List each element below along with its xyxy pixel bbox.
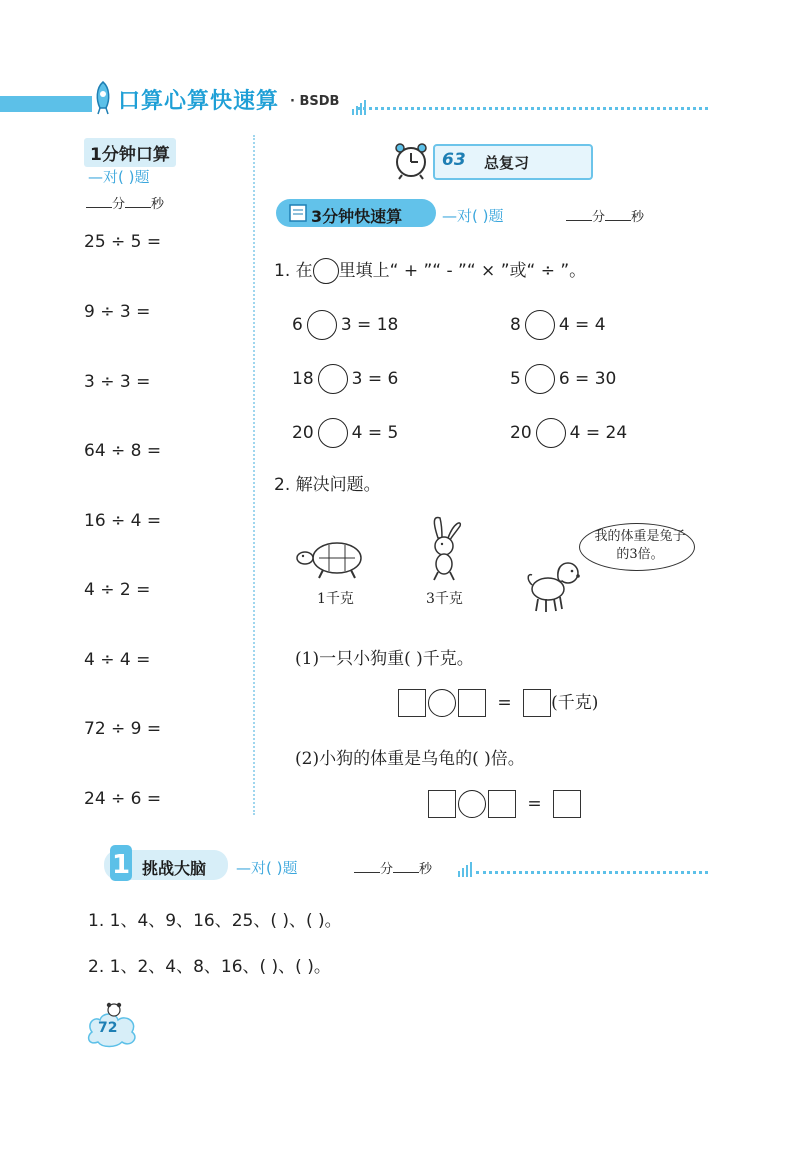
challenge-correct: —对( )题 xyxy=(236,859,298,877)
turtle-weight: 1千克 xyxy=(317,591,354,607)
challenge-dotted-line xyxy=(476,871,708,874)
challenge-label: 挑战大脑 xyxy=(142,859,207,878)
dog-illustration xyxy=(524,555,586,615)
operator-circle[interactable] xyxy=(525,364,555,394)
q1-instruction: 1. 在 里填上“ + ”“ - ”“ × ”或“ ÷ ”。 xyxy=(274,256,586,284)
rocket-icon xyxy=(88,80,118,116)
challenge-bars-decor xyxy=(458,858,474,877)
operator-circle[interactable] xyxy=(318,364,348,394)
answer-box[interactable] xyxy=(398,689,426,717)
operator-circle[interactable] xyxy=(307,310,337,340)
quick-calc-item: 24 ÷ 6 = xyxy=(84,789,162,809)
q1-equation: 20 4 = 5 xyxy=(292,418,398,448)
number-one-icon xyxy=(104,843,138,883)
q1-equation: 18 3 = 6 xyxy=(292,364,398,394)
header-edition: · BSDB xyxy=(290,94,340,109)
header-title: 口算心算快速算 xyxy=(118,89,280,114)
header-bars-decor xyxy=(352,96,368,115)
page-number: 72 xyxy=(98,1020,118,1036)
quick-calc-item: 3 ÷ 3 = xyxy=(84,372,151,392)
operator-circle[interactable] xyxy=(458,790,486,818)
blank-circle-symbol xyxy=(313,258,339,284)
speed-correct: —对( )题 xyxy=(442,207,504,225)
quick-calc-item: 4 ÷ 4 = xyxy=(84,650,151,670)
q2-sub1: (1)一只小狗重( )千克。 xyxy=(295,649,474,669)
dog-speech: 我的体重是兔子的3倍。 xyxy=(594,529,686,562)
alarm-clock-icon xyxy=(391,140,431,180)
answer-box[interactable] xyxy=(488,790,516,818)
q1-equation: 5 6 = 30 xyxy=(510,364,616,394)
book-icon xyxy=(288,202,308,224)
lesson-number: 63 xyxy=(442,150,466,170)
speed-section-label: 3分钟快速算 xyxy=(311,207,403,226)
q2-title: 2. 解决问题。 xyxy=(274,475,381,495)
operator-circle[interactable] xyxy=(318,418,348,448)
q1-equation: 6 3 = 18 xyxy=(292,310,398,340)
header-bar xyxy=(0,96,92,112)
quick-calc-item: 16 ÷ 4 = xyxy=(84,511,162,531)
challenge-q1: 1. 1、4、9、16、25、( )、( )。 xyxy=(88,911,342,931)
quick-calc-item: 25 ÷ 5 = xyxy=(84,232,162,252)
left-timer: 分 秒 xyxy=(86,193,164,212)
q2-sub2: (2)小狗的体重是乌龟的( )倍。 xyxy=(295,749,525,769)
answer-box[interactable] xyxy=(523,689,551,717)
svg-text:1: 1 xyxy=(111,850,131,880)
q1-equation: 8 4 = 4 xyxy=(510,310,606,340)
left-correct: —对( )题 xyxy=(88,168,150,186)
speed-timer: 分 秒 xyxy=(566,206,644,225)
answer-box[interactable] xyxy=(428,790,456,818)
answer-box[interactable] xyxy=(553,790,581,818)
column-divider xyxy=(253,135,255,815)
operator-circle[interactable] xyxy=(525,310,555,340)
challenge-timer: 分 秒 xyxy=(354,858,432,877)
quick-calc-item: 9 ÷ 3 = xyxy=(84,302,151,322)
left-tag: 1分钟口算 xyxy=(84,138,176,167)
q2-sub1-equation: = (千克) xyxy=(398,688,598,717)
quick-calc-item: 4 ÷ 2 = xyxy=(84,580,151,600)
q1-equation: 20 4 = 24 xyxy=(510,418,627,448)
answer-box[interactable] xyxy=(458,689,486,717)
quick-calc-item: 72 ÷ 9 = xyxy=(84,719,162,739)
rabbit-weight: 3千克 xyxy=(426,591,463,607)
challenge-q2: 2. 1、2、4、8、16、( )、( )。 xyxy=(88,957,331,977)
header-dotted-line xyxy=(358,107,708,110)
quick-calc-item: 64 ÷ 8 = xyxy=(84,441,162,461)
turtle-illustration xyxy=(295,536,375,582)
lesson-title: 总复习 xyxy=(484,154,530,172)
operator-circle[interactable] xyxy=(536,418,566,448)
rabbit-illustration xyxy=(420,516,470,582)
q2-sub2-equation: = xyxy=(428,790,581,818)
operator-circle[interactable] xyxy=(428,689,456,717)
